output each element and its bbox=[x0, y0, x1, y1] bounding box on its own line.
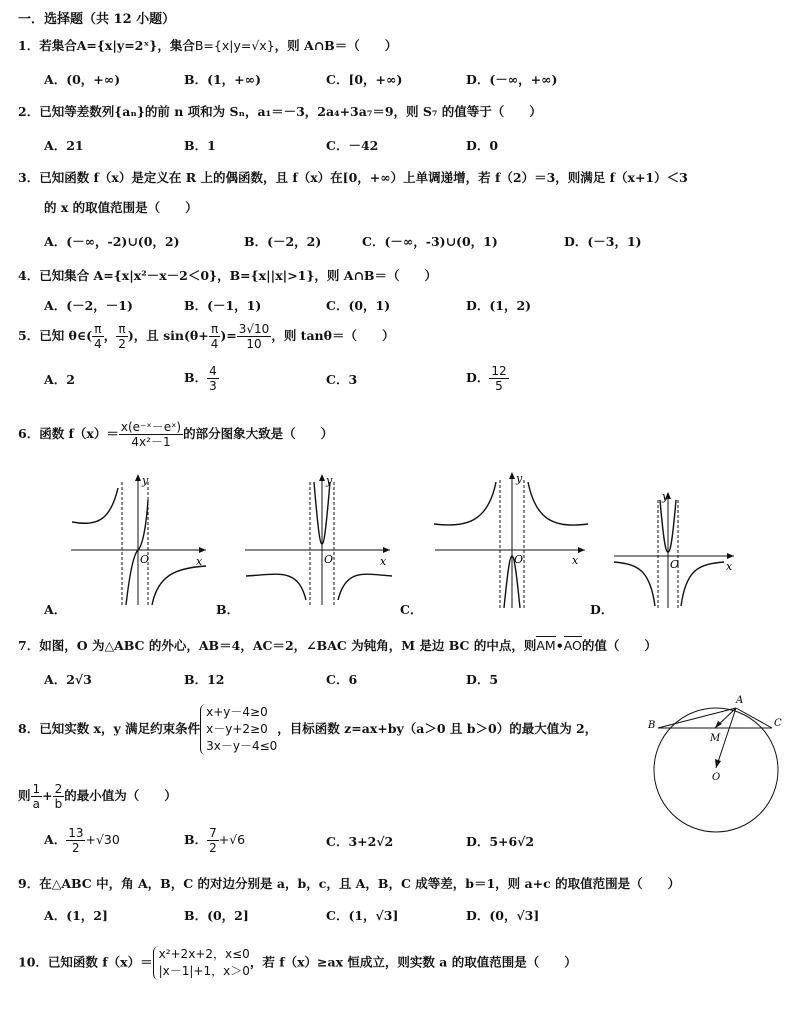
question-1: 1．若集合A={x|y=2ˣ}，集合B={x|y=√x}，则 A∩B＝（ ） bbox=[18, 38, 398, 53]
fraction: $\frac{2}{b}$ bbox=[54, 782, 63, 811]
q9-option-d[interactable]: D．(0，√3] bbox=[466, 908, 540, 923]
svg-text:M: M bbox=[710, 733, 721, 744]
q6-option-d[interactable]: D． bbox=[590, 602, 614, 617]
q4-option-d[interactable]: D．(1，2) bbox=[466, 298, 532, 313]
q3-option-b[interactable]: B．(－2，2) bbox=[244, 234, 322, 249]
question-10: 10．已知函数 f（x）＝ x²+2x+2，x≤0 |x－1|+1，x＞0 ，若 f（x）≥ax 恒成立，则实数 a 的取值范围是（ ） bbox=[18, 947, 577, 978]
svg-text:y: y bbox=[326, 474, 333, 487]
fraction: $\frac{3√10}{10}$ bbox=[238, 322, 270, 351]
fraction: $\frac{\pi}{2}$ bbox=[118, 322, 126, 351]
question-3-line2: 的 x 的取值范围是（ ） bbox=[44, 200, 198, 215]
graph-c[interactable] bbox=[430, 468, 595, 613]
svg-text:O: O bbox=[712, 772, 721, 783]
q8-option-c[interactable]: C．3+2√2 bbox=[326, 834, 394, 849]
q8-option-b[interactable]: B． $\frac{7}{2}$ +√6 bbox=[184, 826, 246, 855]
q4-option-b[interactable]: B．(－1，1) bbox=[184, 298, 262, 313]
circumcircle-figure bbox=[648, 682, 782, 842]
q2-option-a[interactable]: A．21 bbox=[44, 138, 84, 153]
section-title: 一．选择题（共 12 小题） bbox=[18, 12, 176, 27]
question-2: 2．已知等差数列{aₙ}的前 n 项和为 Sₙ，a₁＝－3，2a₄+3a₇＝9，则 S₇ 的值等于（ ） bbox=[18, 104, 542, 119]
svg-text:x: x bbox=[726, 560, 733, 573]
q9-option-a[interactable]: A．(1，2] bbox=[44, 908, 108, 923]
svg-text:x: x bbox=[196, 555, 203, 568]
q9-option-c[interactable]: C．(1，√3] bbox=[326, 908, 399, 923]
svg-text:y: y bbox=[142, 474, 149, 487]
q1-option-a[interactable]: A．(0，+∞) bbox=[44, 72, 121, 87]
question-8-line2: 则 $\frac{1}{a}$ + $\frac{2}{b}$ 的最小值为（ ） bbox=[18, 782, 177, 811]
svg-text:O: O bbox=[514, 553, 524, 566]
question-3: 3．已知函数 f（x）是定义在 R 上的偶函数，且 f（x）在[0，+∞）上单调递增，若 f（2）＝3，则满足 f（x+1）＜3 bbox=[18, 170, 688, 185]
q1-option-c[interactable]: C．[0，+∞) bbox=[326, 72, 403, 87]
question-8: 8．已知实数 x，y 满足约束条件 x+y－4≥0 x－y+2≥0 3x－y－4≤0 ，目标函数 z=ax+by（a＞0 且 b＞0）的最大值为 2， bbox=[18, 705, 598, 753]
svg-text:y: y bbox=[516, 472, 523, 485]
vector-ao: AO bbox=[563, 638, 582, 653]
vector-am: AM bbox=[536, 638, 556, 653]
q6-option-c[interactable]: C． bbox=[400, 602, 423, 617]
q8-option-d[interactable]: D．5+6√2 bbox=[466, 834, 535, 849]
q5-option-c[interactable]: C．3 bbox=[326, 372, 358, 387]
graph-a[interactable] bbox=[66, 470, 216, 610]
svg-text:O: O bbox=[324, 553, 334, 566]
svg-text:x: x bbox=[380, 555, 387, 568]
q2-option-d[interactable]: D．0 bbox=[466, 138, 499, 153]
q7-option-a[interactable]: A．2√3 bbox=[44, 672, 92, 687]
q3-option-c[interactable]: C．(－∞，-3)∪(0，1) bbox=[362, 234, 498, 249]
q4-option-a[interactable]: A．(－2，－1) bbox=[44, 298, 133, 313]
svg-text:x: x bbox=[572, 554, 579, 567]
q9-option-b[interactable]: B．(0，2] bbox=[184, 908, 249, 923]
q8-option-a[interactable]: A． $\frac{13}{2}$ +√30 bbox=[44, 826, 120, 855]
q7-option-d[interactable]: D．5 bbox=[466, 672, 499, 687]
fraction: $\frac{\text{x(e⁻ˣ－eˣ)}}{\text{4x²－1}}$ bbox=[120, 420, 182, 449]
q1-option-b[interactable]: B．(1，+∞) bbox=[184, 72, 261, 87]
q5-option-a[interactable]: A．2 bbox=[44, 372, 75, 387]
piecewise-function: x²+2x+2，x≤0 |x－1|+1，x＞0 bbox=[153, 946, 250, 980]
q7-option-c[interactable]: C．6 bbox=[326, 672, 358, 687]
q4-option-c[interactable]: C．(0，1) bbox=[326, 298, 391, 313]
fraction: $\frac{\pi}{4}$ bbox=[210, 322, 219, 351]
q7-option-b[interactable]: B．12 bbox=[184, 672, 225, 687]
question-5: 5．已知 θ∈( $\frac{\pi}{4}$ ， $\frac{\pi}{2}$ )，且 sin(θ+ $\frac{\pi}{4}$ )= $\frac{3√10}{10}$ ，则 tanθ＝（ ） bbox=[18, 322, 395, 351]
svg-text:O: O bbox=[670, 558, 680, 571]
svg-text:A: A bbox=[736, 695, 744, 706]
svg-text:C: C bbox=[774, 718, 782, 729]
constraint-system: x+y－4≥0 x－y+2≥0 3x－y－4≤0 bbox=[200, 704, 277, 755]
svg-text:y: y bbox=[662, 490, 669, 503]
q3-option-a[interactable]: A．(－∞，-2)∪(0，2) bbox=[44, 234, 180, 249]
graph-b[interactable] bbox=[240, 470, 400, 610]
q3-option-d[interactable]: D．(－3，1) bbox=[564, 234, 642, 249]
question-6: 6．函数 f（x）＝ $\frac{\text{x(e⁻ˣ－eˣ)}}{\text{4x²－1}}$ 的部分图象大致是（ ） bbox=[18, 420, 334, 449]
q6-option-a[interactable]: A． bbox=[44, 602, 67, 617]
graph-d[interactable] bbox=[612, 488, 742, 613]
question-7: 7．如图，O 为△ABC 的外心，AB＝4，AC＝2，∠BAC 为钝角，M 是边 BC 的中点，则AM•AO的值（ ） bbox=[18, 638, 657, 653]
q6-option-b[interactable]: B． bbox=[216, 602, 240, 617]
question-4: 4．已知集合 A={x|x²－x－2＜0}，B={x||x|>1}，则 A∩B＝（ ） bbox=[18, 268, 438, 283]
q1-option-d[interactable]: D．(－∞，+∞) bbox=[466, 72, 558, 87]
q2-option-c[interactable]: C．－42 bbox=[326, 138, 379, 153]
q5-option-b[interactable]: B． $\frac{4}{3}$ bbox=[184, 364, 217, 393]
question-9: 9．在△ABC 中，角 A，B，C 的对边分别是 a，b，c，且 A，B，C 成等差，b＝1，则 a+c 的取值范围是（ ） bbox=[18, 876, 681, 891]
q2-option-b[interactable]: B．1 bbox=[184, 138, 216, 153]
q5-option-d[interactable]: D． $\frac{12}{5}$ bbox=[466, 364, 507, 393]
fraction: $\frac{1}{a}$ bbox=[32, 782, 41, 811]
svg-text:B: B bbox=[648, 720, 656, 731]
fraction: $\frac{\pi}{4}$ bbox=[94, 322, 102, 351]
svg-text:O: O bbox=[140, 553, 150, 566]
